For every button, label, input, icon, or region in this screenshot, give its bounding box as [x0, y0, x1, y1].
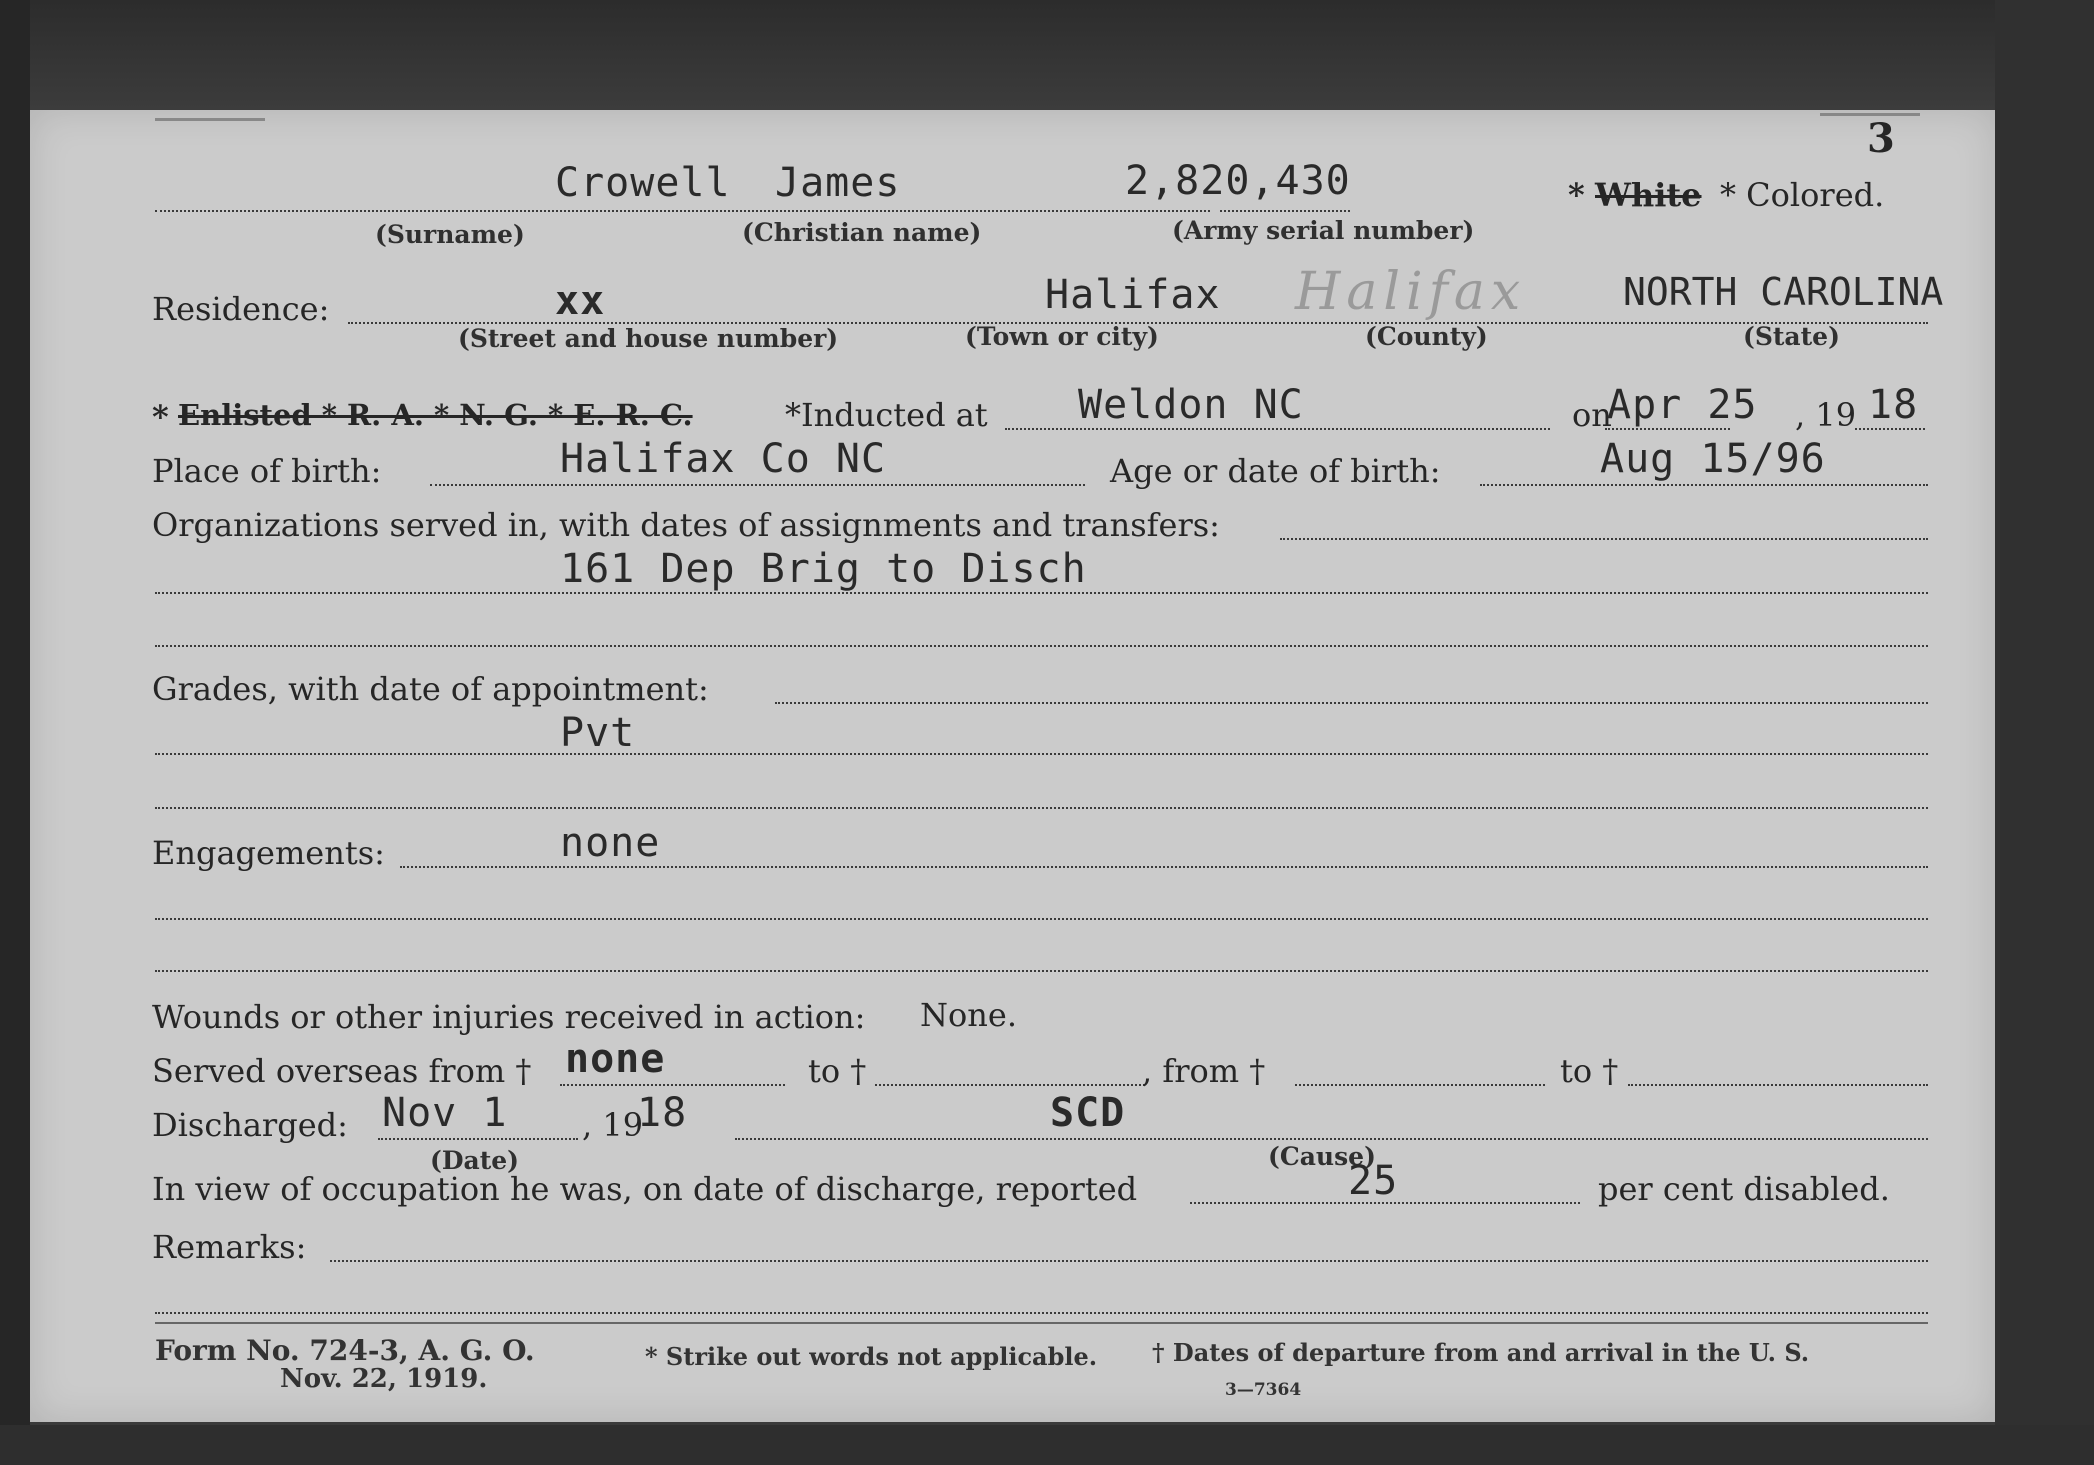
caption-street: (Street and house number): [458, 324, 839, 353]
residence-state: NORTH CAROLINA: [1623, 270, 1944, 314]
discharge-cause-line: [735, 1138, 1928, 1140]
caption-state: (State): [1743, 322, 1840, 351]
grades-label: Grades, with date of appointment:: [152, 670, 709, 708]
birthplace: Halifax Co NC: [560, 436, 887, 482]
grades-line-1: [775, 702, 1928, 704]
remarks-label: Remarks:: [152, 1228, 307, 1266]
residence-town: Halifax: [1045, 272, 1221, 318]
organizations-line-2: [155, 592, 1928, 594]
residence-county-handwritten: Halifax: [1295, 262, 1527, 322]
overseas-from-value: none: [565, 1036, 666, 1082]
age-label: Age or date of birth:: [1110, 452, 1441, 490]
strike-note: * Strike out words not applicable.: [645, 1342, 1098, 1371]
disability-percent: 25: [1348, 1158, 1399, 1204]
overseas-from-line: [560, 1084, 785, 1086]
inducted-year: 18: [1868, 382, 1919, 428]
birthplace-line: [430, 484, 1085, 486]
remarks-line-2: [155, 1312, 1928, 1314]
overseas-to2-line: [1628, 1084, 1928, 1086]
christian-name: James: [775, 160, 901, 206]
caption-surname: (Surname): [375, 220, 525, 249]
enlisted-asterisk: *: [152, 398, 169, 436]
discharge-date-line: [378, 1138, 578, 1140]
top-left-mark: [155, 118, 265, 121]
form-date: Nov. 22, 1919.: [280, 1364, 488, 1394]
footer-divider: [155, 1322, 1928, 1324]
residence-label: Residence:: [152, 290, 330, 328]
caption-serial-number: (Army serial number): [1172, 216, 1475, 245]
discharged-label: Discharged:: [152, 1106, 348, 1144]
race-white-struck: White: [1595, 176, 1702, 214]
background-top: [0, 0, 2094, 110]
birthplace-label: Place of birth:: [152, 452, 382, 490]
card-number: 3: [1867, 115, 1895, 162]
engagements-line-1: [400, 866, 1928, 868]
background-right: [1995, 0, 2094, 1465]
engagements-label: Engagements:: [152, 834, 385, 872]
organizations-line-1: [1280, 538, 1928, 540]
caption-date: (Date): [430, 1146, 519, 1175]
background-bottom: [0, 1425, 2094, 1465]
overseas-from2-label: , from †: [1142, 1052, 1266, 1090]
discharge-cause: SCD: [1050, 1090, 1126, 1136]
wounds-label: Wounds or other injuries received in action:: [152, 998, 866, 1036]
caption-christian-name: (Christian name): [742, 218, 982, 247]
discharge-date: Nov 1: [382, 1090, 508, 1136]
organizations-line-3: [155, 645, 1928, 647]
discharge-year: 18: [637, 1090, 688, 1136]
birthdate: Aug 15/96: [1600, 436, 1826, 482]
inducted-year-line: [1855, 428, 1925, 430]
caption-town: (Town or city): [965, 322, 1159, 351]
inducted-place: Weldon NC: [1078, 382, 1304, 428]
race-line: [1220, 210, 1350, 212]
discharge-year-prefix: , 19: [582, 1106, 644, 1144]
grades-line-2: [155, 753, 1928, 755]
organizations-label: Organizations served in, with dates of assignments and transfers:: [152, 506, 1220, 544]
caption-cause: (Cause): [1268, 1142, 1376, 1171]
surname: Crowell: [555, 160, 731, 206]
service-record-card: [30, 110, 1995, 1422]
overseas-label: Served overseas from †: [152, 1052, 532, 1090]
inducted-date-line: [1605, 428, 1730, 430]
form-number: Form No. 724-3, A. G. O.: [155, 1334, 535, 1367]
residence-street: xx: [555, 278, 606, 324]
disability-prefix: In view of occupation he was, on date of discharge, reported: [152, 1170, 1138, 1208]
overseas-to-line: [875, 1084, 1145, 1086]
engagements-value: none: [560, 820, 661, 866]
race-asterisk: *: [1568, 176, 1585, 214]
dates-note: † Dates of departure from and arrival in the U. S.: [1152, 1338, 1810, 1367]
inducted-on-label: on: [1572, 396, 1612, 434]
inducted-date: Apr 25: [1607, 382, 1758, 428]
grades-line-3: [155, 807, 1928, 809]
serial-number: 2,820,430: [1125, 158, 1351, 204]
engagements-line-3: [155, 970, 1928, 972]
organizations-value: 161 Dep Brig to Disch: [560, 546, 1087, 592]
caption-county: (County): [1365, 322, 1488, 351]
background-left: [0, 0, 30, 1465]
inducted-year-prefix: , 19: [1795, 396, 1857, 434]
birthdate-line: [1480, 484, 1928, 486]
race-colored: * Colored.: [1720, 176, 1885, 214]
inducted-place-line: [1005, 428, 1550, 430]
wounds-value: None.: [920, 996, 1017, 1034]
remarks-line-1: [330, 1260, 1928, 1262]
overseas-to-label: to †: [808, 1052, 867, 1090]
engagements-line-2: [155, 918, 1928, 920]
overseas-from2-line: [1295, 1084, 1545, 1086]
enlisted-struck: Enlisted * R. A. * N. G. * E. R. C.: [178, 398, 693, 432]
overseas-to2-label: to †: [1560, 1052, 1619, 1090]
grades-value: Pvt: [560, 710, 636, 756]
print-code: 3—7364: [1225, 1380, 1302, 1400]
disability-suffix: per cent disabled.: [1598, 1170, 1890, 1208]
name-line: [155, 210, 1210, 212]
inducted-label: *Inducted at: [785, 396, 988, 434]
